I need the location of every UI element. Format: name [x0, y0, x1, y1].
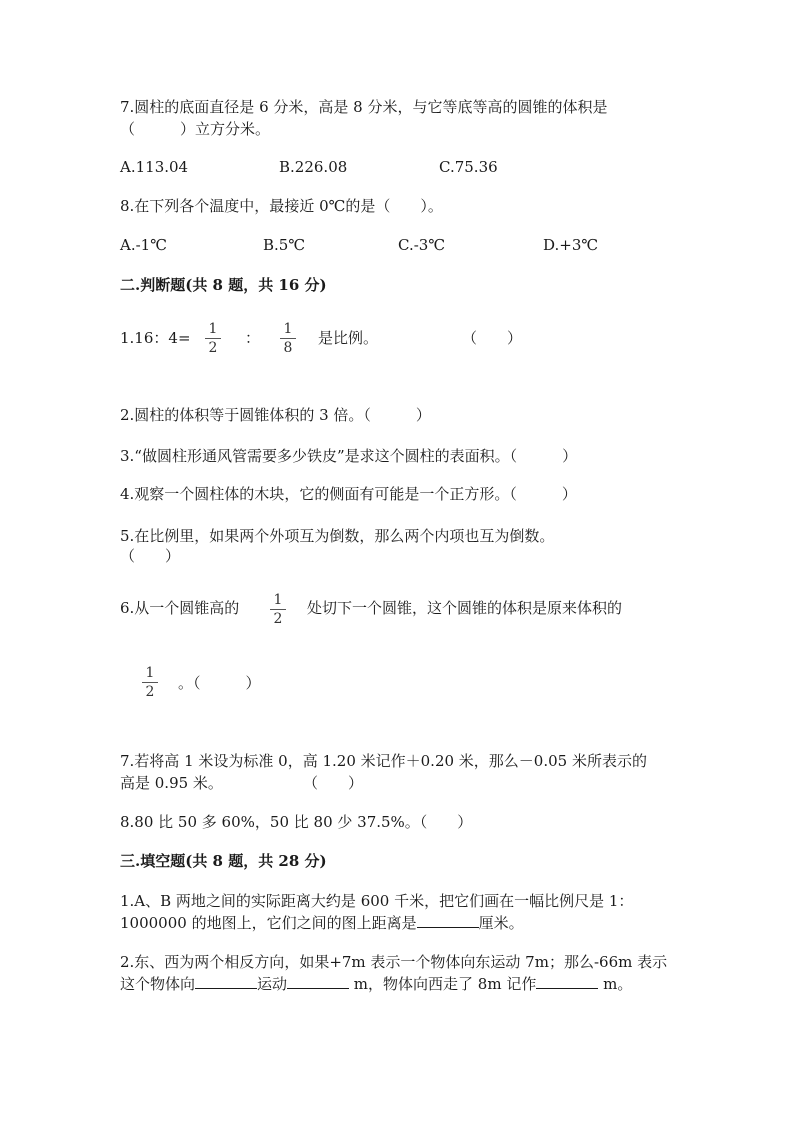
judge-q4: 4.观察一个圆柱体的木块，它的侧面有可能是一个正方形。（ ） — [120, 485, 577, 503]
judge-q1-colon: ： — [245, 329, 261, 347]
fraction-denominator: 2 — [208, 340, 218, 356]
judge-q5-line2: （ ） — [120, 547, 181, 565]
judge-q1-fraction-1 — [203, 322, 223, 355]
fill-q2-blank-3[interactable] — [536, 974, 598, 989]
fill-q2-line1: 2.东、西为两个相反方向，如果+7m 表示一个物体向东运动 7m；那么-66m 表示 — [120, 953, 668, 971]
judge-q7-line1: 7.若将高 1 米设为标准 0，高 1.20 米记作＋0.20 米，那么－0.05 米所表示的 — [120, 752, 647, 770]
section-fill-title: 三.填空题(共 8 题，共 28 分) — [120, 852, 327, 870]
fraction-numerator: 1 — [283, 321, 293, 337]
mc-q7-option-b: B.226.08 — [279, 158, 348, 176]
judge-q6-fraction-1 — [268, 593, 288, 626]
fill-q2-text-c: m，物体向西走了 8m 记作 — [349, 975, 537, 993]
fraction-denominator: 2 — [273, 611, 283, 627]
fill-q1-text-a: 1000000 的地图上，它们之间的图上距离是 — [120, 914, 417, 932]
judge-q1-fraction-2 — [278, 322, 298, 355]
fraction-denominator: 2 — [145, 684, 155, 700]
judge-q6-end: 。（ ） — [178, 674, 261, 692]
fraction-numerator: 1 — [208, 321, 218, 337]
judge-q6-prefix: 6.从一个圆锥高的 — [120, 599, 240, 617]
fill-q2-blank-2[interactable] — [287, 974, 349, 989]
judge-q1-suffix: 是比例。 — [318, 329, 379, 347]
judge-q7-paren: （ ） — [303, 774, 364, 792]
mc-q8-option-c: C.-3℃ — [398, 236, 446, 254]
fill-q1-line2 — [120, 913, 524, 933]
mc-q8-option-a: A.-1℃ — [120, 236, 167, 254]
fraction-bar — [205, 338, 221, 339]
mc-q7-line1: 7.圆柱的底面直径是 6 分米，高是 8 分米，与它等底等高的圆锥的体积是 — [120, 98, 608, 116]
judge-q6-suffix: 处切下一个圆锥，这个圆锥的体积是原来体积的 — [307, 599, 623, 617]
judge-q6-fraction-2 — [140, 666, 160, 699]
fill-q2-text-b: 运动 — [257, 975, 288, 993]
mc-q7-option-c: C.75.36 — [439, 158, 498, 176]
fraction-denominator: 8 — [283, 340, 293, 356]
fill-q1-line1: 1.A、B 两地之间的实际距离大约是 600 千米，把它们画在一幅比例尺是 1： — [120, 892, 634, 910]
fraction-bar — [280, 338, 296, 339]
fill-q1-text-b: 厘米。 — [478, 914, 524, 932]
fraction-numerator: 1 — [145, 665, 155, 681]
judge-q1-paren: （ ） — [462, 329, 523, 347]
mc-q7-line2: （ ）立方分米。 — [120, 120, 271, 138]
judge-q3: 3.“做圆柱形通风管需要多少铁皮”是求这个圆柱的表面积。（ ） — [120, 447, 578, 465]
judge-q2: 2.圆柱的体积等于圆锥体积的 3 倍。（ ） — [120, 406, 431, 424]
fill-q2-text-a: 这个物体向 — [120, 975, 196, 993]
mc-q8-option-d: D.+3℃ — [543, 236, 599, 254]
mc-q7-option-a: A.113.04 — [120, 158, 189, 176]
fill-q1-blank[interactable] — [417, 913, 479, 928]
mc-q8-option-b: B.5℃ — [263, 236, 306, 254]
judge-q8: 8.80 比 50 多 60%，50 比 80 少 37.5%。（ ） — [120, 813, 473, 831]
fill-q2-text-d: m。 — [598, 975, 633, 993]
fraction-numerator: 1 — [273, 592, 283, 608]
section-judge-title: 二.判断题(共 8 题，共 16 分) — [120, 276, 327, 294]
fill-q2-line2 — [120, 974, 632, 994]
mc-q8-line1: 8.在下列各个温度中，最接近 0℃的是（ ）。 — [120, 197, 443, 215]
fill-q2-blank-1[interactable] — [195, 974, 257, 989]
judge-q1-prefix: 1.16：4= — [120, 329, 191, 347]
judge-q7-line2: 高是 0.95 米。 — [120, 774, 223, 792]
fraction-bar — [142, 682, 158, 683]
fraction-bar — [270, 609, 286, 610]
judge-q5-line1: 5.在比例里，如果两个外项互为倒数，那么两个内项也互为倒数。 — [120, 527, 555, 545]
